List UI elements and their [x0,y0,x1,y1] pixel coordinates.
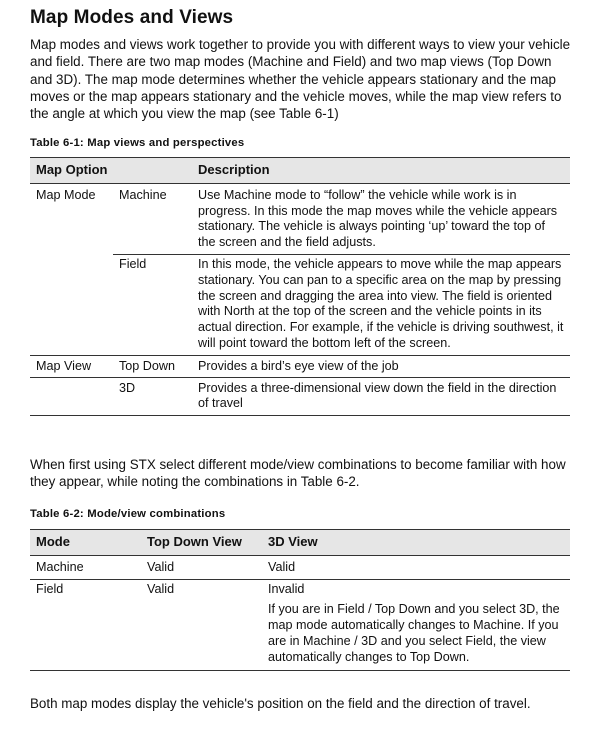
row-group-label [30,254,113,355]
mode-view-table [30,529,570,671]
middle-paragraph: When first using STX select different mode/view combinations to become familiar with how they appear, while noting the combinations in Table 6-2. [30,457,566,489]
table-6-2-caption: Table 6-2: Mode/view combinations [30,508,226,520]
intro-paragraph: Map modes and views work together to provide you with different ways to view your vehicle and field. There are two map modes (Machine and Field) and two map views (Top Down and 3D). The map mode determines whether the vehicle appears stationary and the map moves or the map appears stationary and the vehicle moves, while the map view refers to the angle at which you view the map (see Table 6-1) [30,37,571,122]
column-header-top-down-view: Top Down View [141,530,262,556]
row-group-label: Map View [30,355,113,377]
cell-mode: Machine [30,555,141,579]
column-header-map-option: Map Option [30,158,192,184]
row-description: Provides a three-dimensional view down the field in the direction of travel [192,377,570,416]
row-group-label [30,377,113,416]
row-description: Provides a bird’s eye view of the job [192,355,570,377]
table-row [30,377,570,416]
page-title: Map Modes and Views [30,7,234,28]
row-option-label: Field [119,256,147,271]
cell-mode: Field [30,579,141,670]
table-row [30,555,570,579]
cell-top-down: Valid [141,555,262,579]
column-header-3d-view: 3D View [262,530,570,556]
row-description: Use Machine mode to “follow” the vehicle while work is in progress. In this mode the map moves while the vehicle appears stationary. The vehicle is always pointing ‘up’ toward the top of the screen and the field adjusts. [192,183,570,254]
table-header-row [30,530,570,556]
table-header-row [30,158,570,184]
cell-3d-value: Invalid [268,581,305,596]
table-row [30,254,570,355]
closing-paragraph: Both map modes display the vehicle's position on the field and the direction of travel. [30,696,531,711]
table-row [30,355,570,377]
map-views-table [30,157,570,416]
cell-3d [262,579,570,670]
cell-3d-note: If you are in Field / Top Down and you select 3D, the map mode automatically changes to Machine. If you are in Machine / 3D and you select Field, the view automatically changes to Top Down. [268,602,560,664]
row-option-label: Machine [113,183,192,254]
cell-3d: Valid [262,555,570,579]
row-option-label: 3D [113,377,192,416]
table-row [30,579,570,670]
row-option-label: Top Down [113,355,192,377]
table-6-1-caption: Table 6-1: Map views and perspectives [30,137,245,149]
cell-top-down: Valid [141,579,262,670]
column-header-mode: Mode [30,530,141,556]
table-row [30,183,570,254]
row-group-label: Map Mode [36,187,96,202]
row-description: In this mode, the vehicle appears to move while the map appears stationary. You can pan to a specific area on the map by pressing the screen and dragging the area into view. The field is oriented with North at the top of the screen and the vehicle points in its actual direction. For example, if the vehicle is driving southwest, it will point toward the bottom left of the screen. [198,256,564,350]
column-header-description: Description [192,158,570,184]
